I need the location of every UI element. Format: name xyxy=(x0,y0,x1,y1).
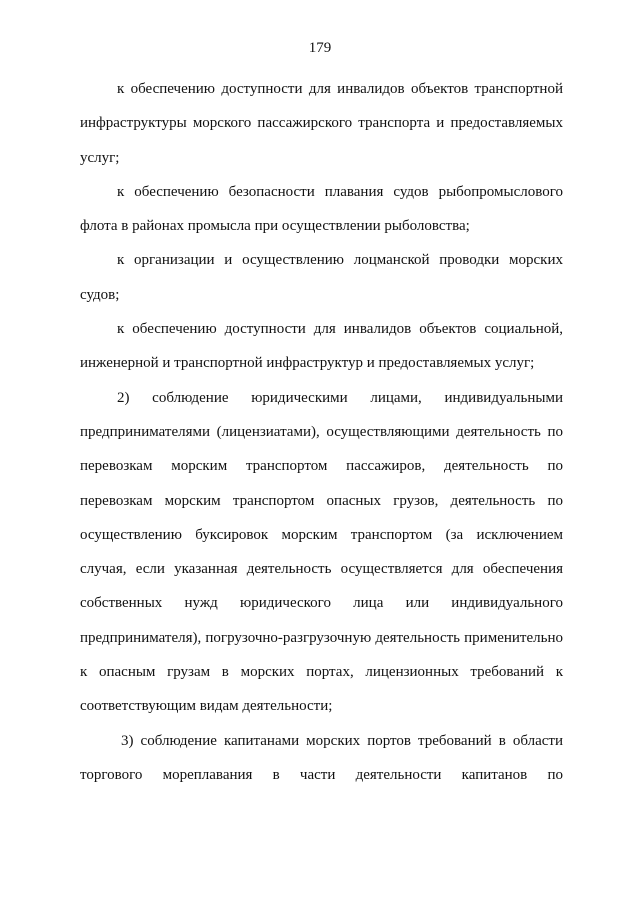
page-number: 179 xyxy=(308,40,332,56)
paragraph-pilotage: к организации и осуществлению лоцманской проводки морских судов; xyxy=(80,252,563,303)
paragraph-item-3-port-captains: 3) соблюдение капитанами морских портов требований в области торгового мореплавания в части деятельности капитанов по xyxy=(80,732,563,783)
paragraph-fishing-fleet-safety: к обеспечению безопасности плавания судов рыбопромыслового флота в районах промысла при осуществлении рыболовства; xyxy=(80,183,563,235)
document-body xyxy=(80,72,563,792)
paragraph-passenger-transport-accessibility: к обеспечению доступности для инвалидов объектов транспортной инфраструктуры морского пассажирского транспорта и предоставляемых услуг; xyxy=(80,81,563,166)
paragraph-item-2-licensing-requirements: 2) соблюдение юридическими лицами, индивидуальными предпринимателями (лицензиатами), осуществляющими деятельность по перевозкам морским транспортом пассажиров, деятельность по перевозкам морским транспортом опасных грузов, деятельность по осуществлению буксировок морским транспортом (за исключением случая, если указанная деятельность осуществляется для обеспечения собственных нужд юридического лица или индивидуального предпринимателя), погрузочно-разгрузочную деятельность применительно к опасным грузам в морских портах, лицензионных требований к соответствующим видам деятельности; xyxy=(80,389,563,715)
paragraph-social-infrastructure-accessibility: к обеспечению доступности для инвалидов объектов социальной, инженерной и транспортной инфраструктур и предоставляемых услуг; xyxy=(80,321,563,372)
